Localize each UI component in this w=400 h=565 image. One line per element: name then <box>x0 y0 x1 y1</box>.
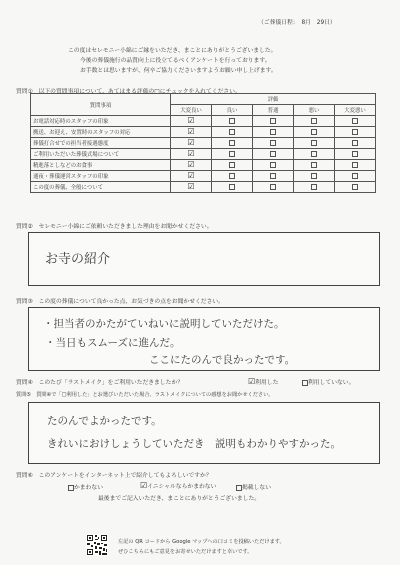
checkbox[interactable] <box>352 173 358 179</box>
checkbox[interactable] <box>352 162 358 168</box>
item-label: 通夜・葬儀運営スタッフの印象 <box>31 171 171 182</box>
checkbox[interactable] <box>229 129 235 135</box>
footer-line-2: ぜひこちらにもご意見をお寄せいただけますと幸いです。 <box>118 549 253 555</box>
rating-bad: 悪い <box>294 105 335 116</box>
checkbox[interactable] <box>311 118 317 124</box>
checkbox[interactable] <box>352 184 358 190</box>
q5-title: 質問⑤ 質問④で「□利用した」とお選びいただいた場合、ラストメイクについての感想をお聞かせください。 <box>16 392 274 398</box>
checked-box[interactable]: ☑ <box>187 148 195 158</box>
checkbox[interactable] <box>270 184 276 190</box>
rating-very-bad: 大変悪い <box>335 105 376 116</box>
q6-option-initials[interactable]: ☑イニシャルならかまわない <box>140 481 217 490</box>
checkbox[interactable] <box>270 162 276 168</box>
table-row <box>31 138 376 149</box>
checkbox[interactable] <box>270 173 276 179</box>
checkbox[interactable] <box>229 173 235 179</box>
checkbox[interactable] <box>352 129 358 135</box>
checkbox[interactable] <box>352 140 358 146</box>
checkbox[interactable] <box>311 173 317 179</box>
item-label: 搬送、お迎え、安置時のスタッフの対応 <box>31 127 171 138</box>
intro-line-2: 今後の葬儀施行の品質向上に役立てるべくアンケートを行っております。 <box>80 58 271 64</box>
checkbox[interactable] <box>352 151 358 157</box>
item-label: この度の葬儀、全般について <box>31 182 171 193</box>
rating-good: 良い <box>212 105 253 116</box>
checkbox[interactable] <box>270 118 276 124</box>
checkbox[interactable] <box>311 162 317 168</box>
q6-title: 質問⑥ このアンケートをインターネット上で紹介してもよろしいですか？ <box>16 473 212 479</box>
checkbox[interactable] <box>311 140 317 146</box>
q4-option-yes[interactable]: ☑利用した <box>248 377 279 386</box>
checkbox[interactable] <box>270 129 276 135</box>
checkbox[interactable] <box>270 151 276 157</box>
q4-option-no[interactable]: 利用していない。 <box>302 377 354 386</box>
q2-answer: お寺の紹介 <box>45 252 111 267</box>
q5-answer-box[interactable] <box>28 402 380 464</box>
table-row <box>31 171 376 182</box>
checked-box[interactable]: ☑ <box>187 137 195 147</box>
item-label: ご利用いただいた葬儀式場について <box>31 149 171 160</box>
table-row <box>31 149 376 160</box>
q4-title: 質問④ このたび「ラストメイク」をご利用いただきましたか？ <box>16 380 184 386</box>
checkbox[interactable] <box>229 118 235 124</box>
intro-line-3: お手数とは思いますが、何卒ご協力くださいますようお願い申し上げます。 <box>80 68 277 74</box>
item-label: 精進落としなどのお食事 <box>31 160 171 171</box>
checkbox[interactable] <box>352 118 358 124</box>
closing-text: 最後までご記入いただき、まことにありがとうございました。 <box>98 496 261 502</box>
q3-answer-box[interactable] <box>28 307 380 371</box>
checkbox[interactable] <box>311 184 317 190</box>
rating-very-good: 大変良い <box>171 105 212 116</box>
intro-line-1: この度はセレモニー小綿にご縁をいただき、まことにありがとうございました。 <box>68 48 277 54</box>
checkbox[interactable] <box>311 129 317 135</box>
col-header-eval: 評価 <box>171 94 376 105</box>
checkbox[interactable] <box>270 140 276 146</box>
checked-box[interactable]: ☑ <box>187 126 195 136</box>
q6-option-no[interactable]: 掲載しない <box>236 482 271 491</box>
checked-box[interactable]: ☑ <box>248 377 256 386</box>
checkbox[interactable] <box>229 184 235 190</box>
table-row <box>31 160 376 171</box>
q3-title: 質問③ この度の葬儀について良かった点、お気づきの点をお聞かせください。 <box>16 299 224 305</box>
checked-box[interactable]: ☑ <box>187 181 195 191</box>
q3-answer-line-1: ・担当者のかたがていねいに説明していただけた。 <box>43 318 285 330</box>
table-row <box>31 127 376 138</box>
footer-line-1: 左記の QR コードから Google マップへの口コミを投稿いただけます。 <box>118 539 285 545</box>
rating-normal: 普通 <box>253 105 294 116</box>
funeral-date-label: （ご葬儀日程： 8月 29日） <box>258 20 336 26</box>
evaluation-table <box>30 93 376 193</box>
q5-answer-line-2: きれいにおけしょうしていただき 説明もわかりやすかった。 <box>47 438 341 450</box>
checked-box[interactable]: ☑ <box>187 159 195 169</box>
q2-title: 質問② セレモニー小綿にご依頼いただきました理由をお聞かせください。 <box>16 224 213 230</box>
table-row <box>31 182 376 193</box>
checkbox[interactable] <box>229 140 235 146</box>
q2-answer-box[interactable] <box>28 232 380 286</box>
checked-box[interactable]: ☑ <box>187 115 195 125</box>
qr-code-icon[interactable] <box>86 534 108 556</box>
q3-answer-line-3: ここにたのんで良かったです。 <box>149 354 296 366</box>
q3-answer-line-2: ・当日もスムーズに進んだ。 <box>45 337 181 349</box>
q5-answer-line-1: たのんでよかったです。 <box>47 415 162 427</box>
item-label: 葬儀打合せでの担当者接遇態度 <box>31 138 171 149</box>
checkbox[interactable] <box>229 151 235 157</box>
q1-title: 質問① 以下の質問事項について、あてはまる評価の□にチェックを入れてください。 <box>16 89 241 95</box>
col-header-item: 質問事項 <box>31 94 171 116</box>
q6-option-ok[interactable]: かまわない <box>68 482 103 491</box>
item-label: お電話対応時のスタッフの印象 <box>31 116 171 127</box>
checkbox[interactable] <box>311 151 317 157</box>
checked-box[interactable]: ☑ <box>140 481 148 490</box>
checked-box[interactable]: ☑ <box>187 170 195 180</box>
checkbox[interactable] <box>229 162 235 168</box>
table-row <box>31 116 376 127</box>
